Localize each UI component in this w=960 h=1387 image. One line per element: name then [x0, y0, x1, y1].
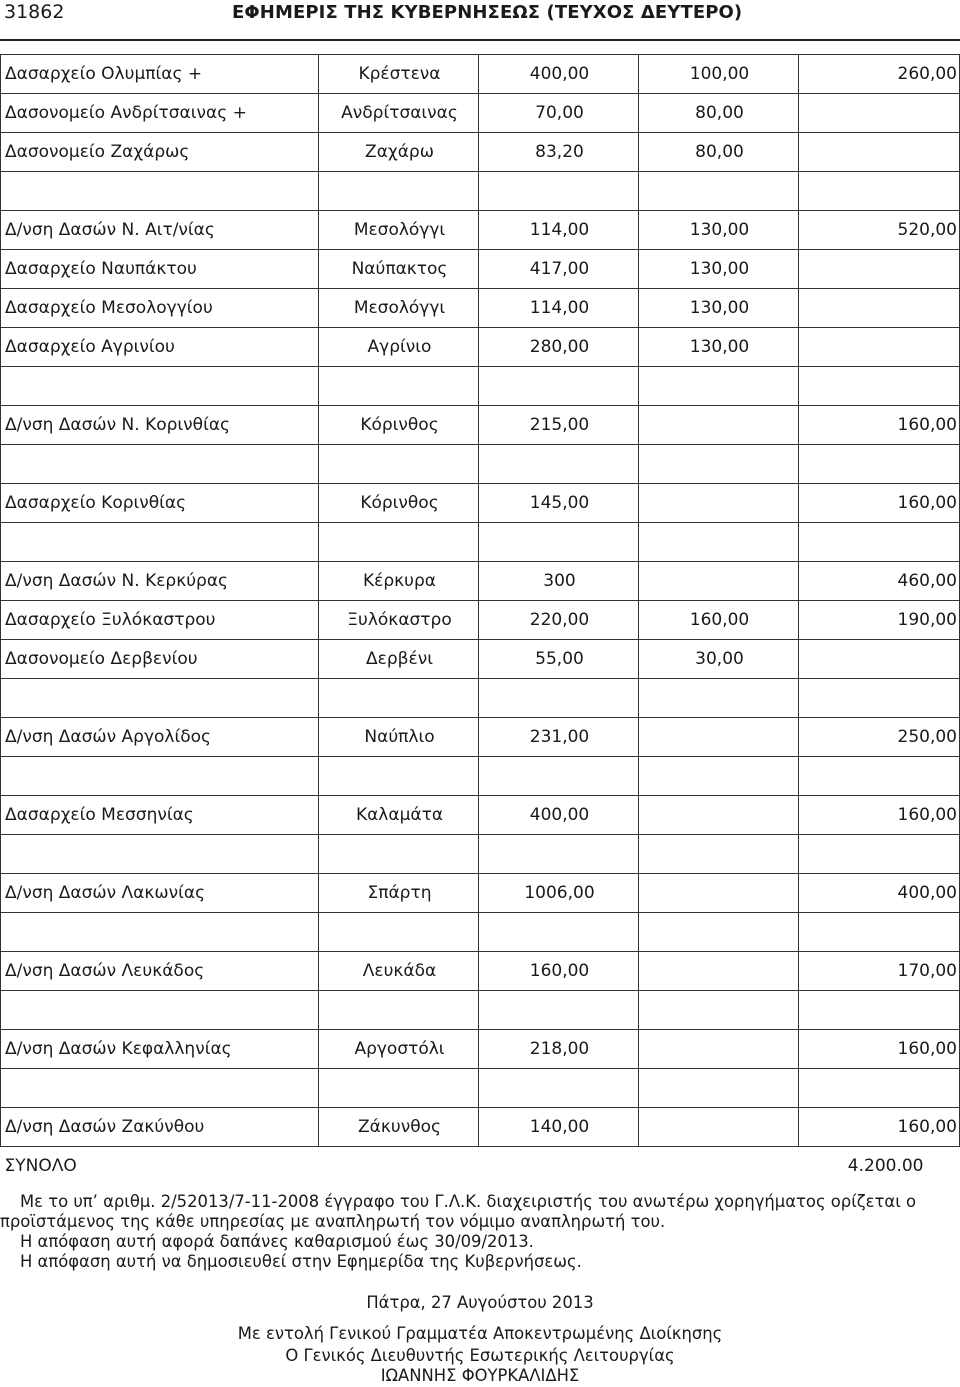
location-cell: Ναύπακτος	[319, 250, 479, 289]
office-name-cell: Δασαρχείο Αγρινίου	[1, 328, 319, 367]
location-cell: Κόρινθος	[319, 406, 479, 445]
amount-cell-3	[799, 640, 960, 679]
office-name-cell: Δ/νση Δασών Λακωνίας	[1, 874, 319, 913]
amount-cell-3	[799, 133, 960, 172]
amount-cell-1: 1006,00	[479, 874, 639, 913]
table-row	[1, 94, 960, 133]
office-name-cell	[1, 757, 319, 796]
table-row	[1, 874, 960, 913]
amount-cell-2	[639, 367, 799, 406]
office-name-cell: Δασαρχείο Ξυλόκαστρου	[1, 601, 319, 640]
office-name-cell	[1, 679, 319, 718]
total-value: 4.200.00	[847, 1156, 924, 1176]
amount-cell-2	[639, 1108, 799, 1147]
amount-cell-1: 70,00	[479, 94, 639, 133]
table-row	[1, 367, 960, 406]
amount-cell-3: 250,00	[799, 718, 960, 757]
office-name-cell: Δασονομείο Δερβενίου	[1, 640, 319, 679]
amount-cell-2	[639, 523, 799, 562]
office-name-cell: Δ/νση Δασών Κεφαλληνίας	[1, 1030, 319, 1069]
location-cell: Αγρίνιο	[319, 328, 479, 367]
location-cell	[319, 757, 479, 796]
amount-cell-2: 100,00	[639, 55, 799, 94]
amount-cell-3	[799, 289, 960, 328]
table-row	[1, 679, 960, 718]
office-name-cell: Δασαρχείο Μεσσηνίας	[1, 796, 319, 835]
office-name-cell: Δασαρχείο Ολυμπίας +	[1, 55, 319, 94]
location-cell: Καλαμάτα	[319, 796, 479, 835]
amount-cell-1: 280,00	[479, 328, 639, 367]
amount-cell-2	[639, 991, 799, 1030]
location-cell	[319, 445, 479, 484]
table-row	[1, 133, 960, 172]
location-cell	[319, 835, 479, 874]
amount-cell-1	[479, 679, 639, 718]
table-row	[1, 952, 960, 991]
amount-cell-1	[479, 172, 639, 211]
amount-cell-3	[799, 94, 960, 133]
table-row	[1, 445, 960, 484]
amount-cell-1	[479, 757, 639, 796]
location-cell: Ναύπλιο	[319, 718, 479, 757]
amount-cell-3	[799, 367, 960, 406]
amount-cell-1: 55,00	[479, 640, 639, 679]
total-spacer	[319, 1147, 799, 1186]
amount-cell-2	[639, 484, 799, 523]
page-number: 31862	[4, 1, 65, 23]
location-cell	[319, 1069, 479, 1108]
amount-cell-2: 130,00	[639, 328, 799, 367]
office-name-cell: Δ/νση Δασών Ν. Κορινθίας	[1, 406, 319, 445]
amount-cell-3	[799, 172, 960, 211]
location-cell	[319, 367, 479, 406]
office-name-cell: Δασαρχείο Μεσολογγίου	[1, 289, 319, 328]
amount-cell-1: 417,00	[479, 250, 639, 289]
office-name-cell	[1, 1069, 319, 1108]
office-name-cell: Δασονομείο Ανδρίτσαινας +	[1, 94, 319, 133]
amount-cell-1	[479, 523, 639, 562]
amount-cell-3	[799, 913, 960, 952]
table-row	[1, 406, 960, 445]
decision-paragraph-1-line-2: προϊστάμενος της κάθε υπηρεσίας με αναπληρωτή τον νόμιμο αναπληρωτή του.	[0, 1212, 666, 1231]
table-row	[1, 523, 960, 562]
amount-cell-3	[799, 445, 960, 484]
decision-paragraph-1-line-1: Με το υπ’ αριθμ. 2/52013/7-11-2008 έγγραφο του Γ.Λ.Κ. διαχειριστής του ανωτέρω χορηγήματος ορίζεται ο	[20, 1192, 916, 1211]
header-divider	[0, 39, 960, 41]
table-row	[1, 484, 960, 523]
amount-cell-3	[799, 991, 960, 1030]
amount-cell-2: 130,00	[639, 289, 799, 328]
table-row	[1, 1108, 960, 1147]
amount-cell-1	[479, 835, 639, 874]
amount-cell-2	[639, 718, 799, 757]
office-name-cell: Δασαρχείο Ναυπάκτου	[1, 250, 319, 289]
page-header	[0, 0, 960, 30]
amount-cell-3: 160,00	[799, 1030, 960, 1069]
office-name-cell: Δασαρχείο Κορινθίας	[1, 484, 319, 523]
total-row	[1, 1147, 960, 1186]
location-cell: Ζαχάρω	[319, 133, 479, 172]
location-cell	[319, 172, 479, 211]
amount-cell-1: 145,00	[479, 484, 639, 523]
location-cell: Δερβένι	[319, 640, 479, 679]
table-row	[1, 640, 960, 679]
amount-cell-3: 400,00	[799, 874, 960, 913]
location-cell: Κόρινθος	[319, 484, 479, 523]
table-row	[1, 601, 960, 640]
office-name-cell	[1, 523, 319, 562]
amount-cell-3: 260,00	[799, 55, 960, 94]
amount-cell-2	[639, 1030, 799, 1069]
table-row	[1, 172, 960, 211]
office-name-cell: Δ/νση Δασών Αργολίδος	[1, 718, 319, 757]
amount-cell-1: 300	[479, 562, 639, 601]
office-name-cell	[1, 913, 319, 952]
allocation-table	[0, 54, 960, 1185]
amount-cell-2	[639, 172, 799, 211]
amount-cell-3: 520,00	[799, 211, 960, 250]
amount-cell-1: 114,00	[479, 289, 639, 328]
office-name-cell: Δ/νση Δασών Ν. Αιτ/νίας	[1, 211, 319, 250]
amount-cell-1: 231,00	[479, 718, 639, 757]
location-cell: Μεσολόγγι	[319, 211, 479, 250]
table-row	[1, 1069, 960, 1108]
location-cell	[319, 523, 479, 562]
table-row	[1, 250, 960, 289]
office-name-cell: Δ/νση Δασών Λευκάδος	[1, 952, 319, 991]
amount-cell-1: 215,00	[479, 406, 639, 445]
office-name-cell	[1, 172, 319, 211]
table-row	[1, 328, 960, 367]
table-row	[1, 913, 960, 952]
amount-cell-2: 30,00	[639, 640, 799, 679]
table-row	[1, 1030, 960, 1069]
location-cell: Κρέστενα	[319, 55, 479, 94]
amount-cell-2: 80,00	[639, 133, 799, 172]
office-name-cell	[1, 367, 319, 406]
amount-cell-3	[799, 835, 960, 874]
table-row	[1, 55, 960, 94]
office-name-cell	[1, 835, 319, 874]
amount-cell-1	[479, 991, 639, 1030]
table-row	[1, 289, 960, 328]
location-cell: Ξυλόκαστρο	[319, 601, 479, 640]
amount-cell-3: 160,00	[799, 796, 960, 835]
location-cell: Μεσολόγγι	[319, 289, 479, 328]
amount-cell-2: 160,00	[639, 601, 799, 640]
amount-cell-1	[479, 445, 639, 484]
location-cell	[319, 991, 479, 1030]
amount-cell-3: 170,00	[799, 952, 960, 991]
amount-cell-2	[639, 406, 799, 445]
amount-cell-2: 130,00	[639, 211, 799, 250]
amount-cell-3: 160,00	[799, 1108, 960, 1147]
location-cell: Κέρκυρα	[319, 562, 479, 601]
amount-cell-1: 140,00	[479, 1108, 639, 1147]
location-cell: Σπάρτη	[319, 874, 479, 913]
amount-cell-1: 400,00	[479, 55, 639, 94]
location-cell	[319, 679, 479, 718]
amount-cell-3	[799, 757, 960, 796]
table-row	[1, 562, 960, 601]
amount-cell-1: 218,00	[479, 1030, 639, 1069]
amount-cell-3: 160,00	[799, 406, 960, 445]
amount-cell-1: 160,00	[479, 952, 639, 991]
office-name-cell: Δ/νση Δασών Ν. Κερκύρας	[1, 562, 319, 601]
amount-cell-2	[639, 562, 799, 601]
amount-cell-3	[799, 1069, 960, 1108]
amount-cell-2: 130,00	[639, 250, 799, 289]
location-cell: Ανδρίτσαινας	[319, 94, 479, 133]
location-cell: Ζάκυνθος	[319, 1108, 479, 1147]
amount-cell-3: 460,00	[799, 562, 960, 601]
gazette-title: ΕΦΗΜΕΡΙΣ ΤΗΣ ΚΥΒΕΡΝΗΣΕΩΣ (ΤΕΥΧΟΣ ΔΕΥΤΕΡΟ)	[232, 2, 743, 23]
amount-cell-2	[639, 445, 799, 484]
amount-cell-2	[639, 796, 799, 835]
decision-paragraph-2: Η απόφαση αυτή αφορά δαπάνες καθαρισμού έως 30/09/2013.	[20, 1232, 534, 1251]
amount-cell-2	[639, 835, 799, 874]
amount-cell-3: 160,00	[799, 484, 960, 523]
office-name-cell	[1, 991, 319, 1030]
amount-cell-3: 190,00	[799, 601, 960, 640]
office-name-cell: Δ/νση Δασών Ζακύνθου	[1, 1108, 319, 1147]
table-row	[1, 796, 960, 835]
table-row	[1, 835, 960, 874]
amount-cell-2	[639, 757, 799, 796]
amount-cell-1: 114,00	[479, 211, 639, 250]
amount-cell-1	[479, 367, 639, 406]
amount-cell-2	[639, 679, 799, 718]
amount-cell-1: 83,20	[479, 133, 639, 172]
amount-cell-2: 80,00	[639, 94, 799, 133]
office-name-cell	[1, 445, 319, 484]
amount-cell-2	[639, 952, 799, 991]
amount-cell-2	[639, 1069, 799, 1108]
table-row	[1, 991, 960, 1030]
amount-cell-3	[799, 328, 960, 367]
amount-cell-2	[639, 913, 799, 952]
table-row	[1, 757, 960, 796]
signature-line-1: Με εντολή Γενικού Γραμματέα Αποκεντρωμένης Διοίκησης	[237, 1324, 723, 1343]
signature-line-2: Ο Γενικός Διευθυντής Εσωτερικής Λειτουργίας	[285, 1346, 675, 1365]
location-cell: Αργοστόλι	[319, 1030, 479, 1069]
office-name-cell: Δασονομείο Ζαχάρως	[1, 133, 319, 172]
amount-cell-3	[799, 250, 960, 289]
location-cell: Λευκάδα	[319, 952, 479, 991]
table-row	[1, 718, 960, 757]
decision-text	[0, 1192, 960, 1272]
total-label: ΣΥΝΟΛΟ	[4, 1156, 77, 1176]
table-row	[1, 211, 960, 250]
allocation-table-body	[1, 55, 960, 1186]
signatory-name: ΙΩΑΝΝΗΣ ΦΟΥΡΚΑΛΙΔΗΣ	[380, 1366, 580, 1385]
location-cell	[319, 913, 479, 952]
amount-cell-1: 220,00	[479, 601, 639, 640]
amount-cell-1	[479, 1069, 639, 1108]
decision-paragraph-3: Η απόφαση αυτή να δημοσιευθεί στην Εφημερίδα της Κυβερνήσεως.	[20, 1252, 582, 1271]
amount-cell-3	[799, 523, 960, 562]
amount-cell-1: 400,00	[479, 796, 639, 835]
amount-cell-2	[639, 874, 799, 913]
amount-cell-3	[799, 679, 960, 718]
place-date: Πάτρα, 27 Αυγούστου 2013	[366, 1293, 594, 1312]
amount-cell-1	[479, 913, 639, 952]
